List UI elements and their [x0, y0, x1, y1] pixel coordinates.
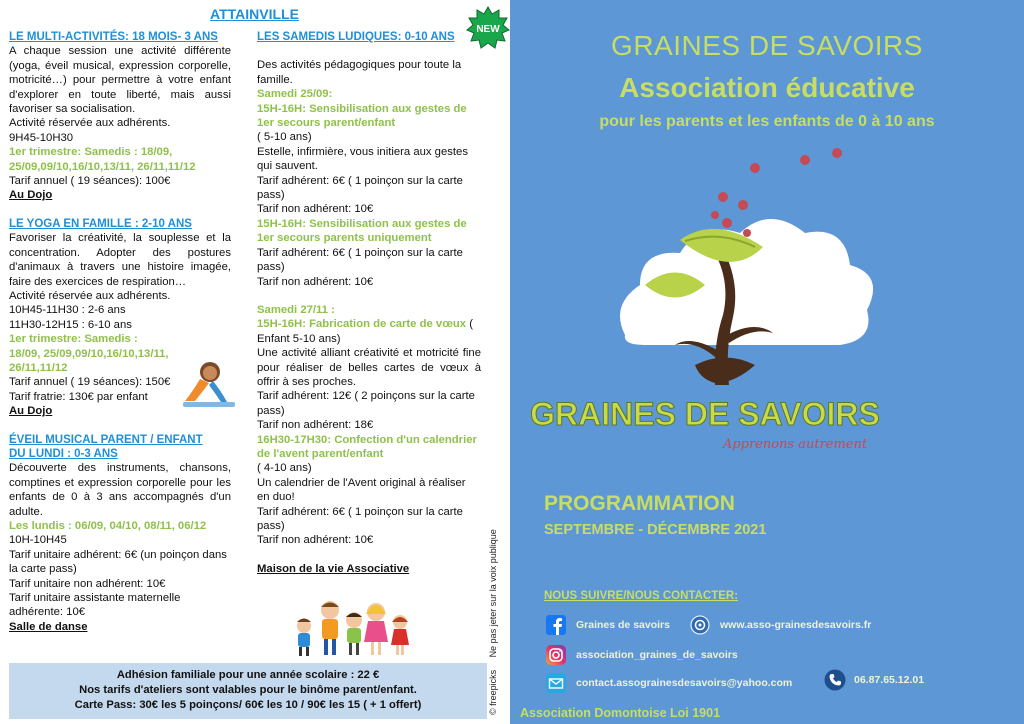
footer-line-1: Adhésion familiale pour une année scolaire : 22 €: [116, 669, 380, 681]
brand-title: GRAINES DE SAVOIRS: [611, 30, 923, 61]
phone-link[interactable]: [824, 669, 924, 691]
eveil-price-1: Tarif unitaire adhérent: 6€ (un poinçon dans la carte pass): [9, 548, 227, 576]
s1-price-2: Tarif non adhérent: 10€: [257, 203, 374, 216]
instagram-icon: [546, 645, 566, 665]
email-link[interactable]: [546, 673, 792, 693]
right-page: [510, 0, 1024, 724]
website-label: www.asso-grainesdesavoirs.fr: [720, 619, 872, 631]
email-label: contact.assograinesdesavoirs@yahoo.com: [576, 677, 793, 689]
website-link[interactable]: [690, 615, 871, 635]
contact-title: NOUS SUIVRE/NOUS CONTACTER:: [544, 590, 739, 602]
brand-subtitle: Association éducative: [619, 72, 915, 103]
s2-title: 15H-16H: Sensibilisation aux gestes de 1er secours parents uniquement: [257, 217, 467, 245]
yoga-title: LE YOGA EN FAMILLE : 2-10 ANS: [9, 217, 192, 230]
s1-title: 15H-16H: Sensibilisation aux gestes de 1er secours parent/enfant: [257, 102, 467, 130]
right-column: [257, 30, 481, 576]
samedis-venue: Maison de la vie Associative: [257, 562, 410, 575]
yoga-desc: Favoriser la créativité, la souplesse et la concentration. Adopter des postures d'animaux à travers une histoire imagée, faire des exercices de respiration…: [9, 232, 231, 288]
eveil-price-3: Tarif unitaire assistante maternelle adhérente: 10€: [9, 592, 181, 619]
logo-tagline: Apprenons autrement: [722, 437, 868, 452]
yoga-time-2: 11H30-12H15 : 6-10 ans: [9, 318, 132, 331]
samedis-intro: Des activités pédagogiques pour toute la famille.: [257, 59, 462, 86]
logo: [530, 145, 935, 455]
s3-age: ( Enfant 5-10 ans): [257, 318, 473, 345]
yoga-time-1: 10H45-11H30 : 2-6 ans: [9, 304, 126, 317]
left-column: [9, 30, 231, 634]
credit-text: © freepicks: [488, 669, 498, 715]
s1-desc: Estelle, infirmière, vous initiera aux gestes qui sauvent.: [257, 145, 468, 173]
new-badge-text: NEW: [476, 24, 500, 35]
multi-time: 9H45-10H30: [9, 131, 74, 144]
association-legal: Association Domontoise Loi 1901: [520, 706, 721, 720]
eveil-section: [9, 433, 231, 635]
multi-desc: A chaque session une activité différente (yoga, éveil musical, expression corporelle, motricité…) pour permettre à votre enfant d'explorer en toute liberté, mais aussi favoriser sa socialisation.: [9, 45, 231, 116]
yoga-price-1: Tarif annuel ( 19 séances): 150€: [9, 376, 171, 389]
s2-price-2: Tarif non adhérent: 10€: [257, 275, 374, 288]
brand-tagline: pour les parents et les enfants de 0 à 10 ans: [599, 113, 935, 130]
footer-line-3: Carte Pass: 30€ les 5 poinçons/ 60€ les 10 / 90€ les 15 ( + 1 offert): [74, 698, 422, 711]
phone-icon: [824, 669, 846, 691]
footer-line-2: Nos tarifs d'ateliers sont valables pour le binôme parent/enfant.: [79, 683, 417, 696]
s3-price-2: Tarif non adhérent: 18€: [257, 419, 374, 432]
eveil-venue: Salle de danse: [9, 620, 88, 633]
eveil-title-2: DU LUNDI : 0-3 ANS: [9, 447, 118, 460]
vertical-credit: [488, 515, 500, 715]
yoga-reserved: Activité réservée aux adhérents.: [9, 289, 171, 302]
yoga-price-2: Tarif fratrie: 130€ par enfant: [9, 390, 148, 403]
s3-block: [257, 317, 481, 346]
multi-trimester: 1er trimestre: Samedis : 18/09, 25/09,09/10,16/10,13/11, 26/11,11/12: [9, 146, 196, 173]
facebook-label: Graines de savoirs: [576, 619, 670, 631]
multi-title: LE MULTI-ACTIVITÉS: 18 MOIS- 3 ANS: [9, 31, 218, 43]
s4-title: 16H30-17H30: Confection d'un calendrier de l'avent parent/enfant: [257, 433, 477, 460]
facebook-link[interactable]: [546, 615, 670, 635]
web-icon: [690, 615, 710, 635]
s3-title: 15H-16H: Fabrication de carte de vœux: [257, 318, 467, 331]
eveil-title-1: ÉVEIL MUSICAL PARENT / ENFANT: [9, 433, 203, 446]
town-title: ATTAINVILLE: [210, 6, 299, 22]
eveil-time: 10H-10H45: [9, 534, 67, 547]
samedis-date-1: Samedi 25/09:: [257, 88, 333, 101]
s4-price-1: Tarif adhérent: 6€ ( 1 poinçon sur la carte pass): [257, 505, 463, 532]
children-icon: [288, 598, 418, 660]
yoga-kid-icon: [155, 357, 235, 409]
instagram-link[interactable]: [546, 645, 738, 665]
eveil-desc: Découverte des instruments, chansons, comptines et expression corporelle pour les enfants de 0 à 3 ans accompagnés d'un adulte.: [9, 462, 231, 518]
s1-age: ( 5-10 ans): [257, 131, 312, 144]
facebook-icon: [546, 615, 566, 635]
plant-logo-icon: [530, 145, 935, 455]
program-title: PROGRAMMATION: [544, 492, 735, 515]
s4-age: ( 4-10 ans): [257, 462, 312, 475]
multi-price: Tarif annuel ( 19 séances): 100€: [9, 175, 171, 188]
samedis-title: LES SAMEDIS LUDIQUES: 0-10 ANS: [257, 31, 455, 43]
multi-venue: Au Dojo: [9, 189, 53, 202]
membership-footer: [9, 663, 487, 719]
program-period: SEPTEMBRE - DÉCEMBRE 2021: [544, 522, 767, 538]
eveil-price-2: Tarif unitaire non adhérent: 10€: [9, 577, 166, 590]
kids-illustration: [288, 598, 418, 660]
yoga-venue: Au Dojo: [9, 405, 53, 418]
instagram-label: association_graines_de_savoirs: [576, 649, 738, 661]
s4-desc: Un calendrier de l'Avent original à réaliser en duo!: [257, 476, 466, 504]
legal-text: Ne pas jeter sur la voix publique: [488, 529, 498, 658]
yoga-trimester: 1er trimestre: Samedis : 18/09, 25/09,09/10,16/10,13/11, 26/11,11/12: [9, 333, 169, 374]
s2-price-1: Tarif adhérent: 6€ ( 1 poinçon sur la carte pass): [257, 246, 463, 274]
mail-icon: [546, 673, 566, 693]
logo-text: GRAINES DE SAVOIRS: [530, 396, 880, 432]
s4-price-2: Tarif non adhérent: 10€: [257, 534, 374, 547]
s3-desc: Une activité alliant créativité et motricité fine pour réaliser de belles cartes de vœux à offrir à ses proches.: [257, 347, 481, 388]
phone-label: 06.87.65.12.01: [854, 674, 925, 686]
s1-price-1: Tarif adhérent: 6€ ( 1 poinçon sur la carte pass): [257, 174, 463, 202]
eveil-dates: Les lundis : 06/09, 04/10, 08/11, 06/12: [9, 520, 207, 532]
samedis-date-2: Samedi 27/11 :: [257, 303, 335, 316]
left-page: [0, 0, 510, 724]
s3-price-1: Tarif adhérent: 12€ ( 2 poinçons sur la carte pass): [257, 390, 475, 417]
multi-section: [9, 30, 231, 203]
yoga-kid-illustration: [155, 357, 235, 409]
multi-reserved: Activité réservée aux adhérents.: [9, 117, 171, 130]
